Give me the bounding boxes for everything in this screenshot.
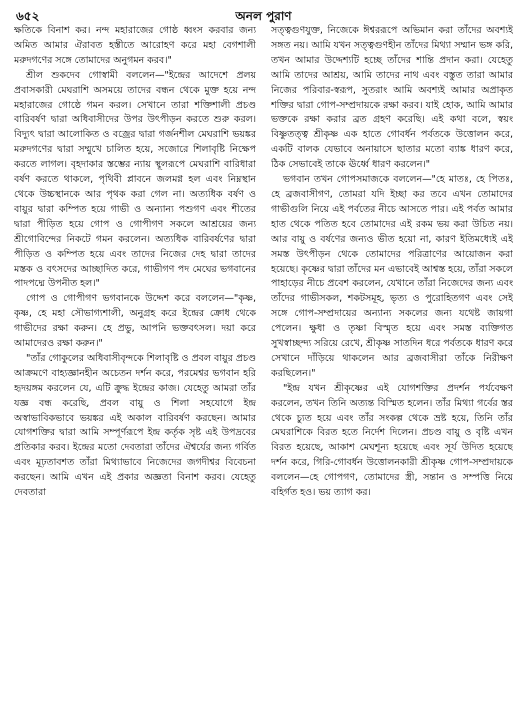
body-paragraph: ভগবান তখন গোপসমাজকে বললেন—"হে মাতঃ, হে পিতঃ, হে ব্রজবাসীগণ, তোমরা যদি ইচ্ছা কর তবে এখন তোমাদের গাভীগুলি নিয়ে এই পর্বতের নীচে আসতে পার। এই পর্বত আমার হাত থেকে পতিত হবে তোমাদের এই রকম ভয় করা উচিত নয়। আর বায়ু ও বর্ষণের জন্যও ভীত হয়ো না, কারণ ইতিমধ্যেই এই সমস্ত উৎপীড়ন থেকে তোমাদের পরিত্রাণের আয়োজন করা হয়েছে। কৃষ্ণের দ্বারা তাঁদের মন এভাবেই আশ্বস্ত হয়ে, তাঁরা সকলে পাহাড়ের নীচে প্রবেশ করলেন, যেখানে তাঁরা নিজেদের জন্য এবং তাঁদের গাভীসকল, শকটসমূহ, ভৃত্য ও পুরোহিতগণ এবং সেই সঙ্গে গোপ-সম্প্রদায়ের অন্যান্য সকলের জন্য যথেষ্ট জায়গা পেলেন। ক্ষুধা ও তৃষ্ণা বিস্মৃত হয়ে এবং সমস্ত ব্যক্তিগত সুখস্বাচ্ছন্দ্য সরিয়ে রেখে, শ্রীকৃষ্ণ সাতদিন ধরে পর্বতকে ধারণ করে সেখানে দাঁড়িয়ে থাকলেন আর ব্রজবাসীরা তাঁকে নিরীক্ষণ করছিলেন।"	[271, 174, 513, 379]
body-paragraph: "তাঁর গোকুলের অধিবাসীবৃন্দকে শিলাবৃষ্টি ও প্রবল বায়ুর প্রচণ্ড আক্রমণে বাহ্যজ্ঞানহীন অচেতন দর্শন করে, পরমেশ্বর ভগবান হরি হৃদয়ঙ্গম করলেন যে, এটি ক্রুদ্ধ ইন্দ্রের কাজ। যেহেতু আমরা তাঁর যজ্ঞ বন্ধ করেছি, প্রবল বায়ু ও শিলা সহযোগে ইন্দ্র অস্বাভাবিকভাবে ভয়ঙ্কর এই অকাল বারিবর্ষণ করছেন। আমার যোগশক্তির দ্বারা আমি সম্পূর্ণরূপে ইন্দ্র কর্তৃক সৃষ্ট এই উপদ্রবের প্রতিকার করব। ইন্দ্রের মতো দেবতারা তাঁদের ঐশ্বর্যের জন্য গর্বিত এবং মূঢ়তাবশত তাঁরা মিথ্যাভাবে নিজেদের জগদীশ্বর বিবেচনা করছেন। আমি এখন এই প্রকার অজ্ঞতা বিনাশ করব। যেহেতু দেবতারা	[14, 352, 256, 499]
body-paragraph: গোপ ও গোপীগণ ভগবানকে উদ্দেশ করে বললেন—"কৃষ্ণ, কৃষ্ণ, হে মহা সৌভাগ্যশালী, অনুগ্রহ করে ইন্দ্রের ক্রোধ থেকে গাভীদের রক্ষা করুন। হে প্রভু, আপনি ভক্তবৎসল। দয়া করে আমাদেরও রক্ষা করুন।"	[14, 293, 256, 350]
running-title: অনল পুরাণ	[235, 9, 292, 23]
text-columns	[14, 24, 513, 695]
left-column	[14, 24, 256, 695]
body-paragraph: সত্ত্বগুণযুক্ত, নিজেকে ঈশ্বররূপে অভিমান করা তাঁদের অবশ্যই সঙ্গত নয়। আমি যখন সত্ত্বগুণহীন তাঁদের মিথ্যা সম্মান ভঙ্গ করি, তখন আমার উদ্দেশ্যটি হচ্ছে তাঁদের শান্তি প্রদান করা। যেহেতু আমি তাদের আশ্রয়, আমি তাদের নাথ এবং বস্তুত তারা আমার নিজের পরিবার-স্বরূপ, সুতরাং আমি অবশ্যই আমার অপ্রাকৃত শক্তির দ্বারা গোপ-সম্প্রদায়কে রক্ষা করব। যাই হোক, আমি আমার ভক্তকে রক্ষা করার ব্রত গ্রহণ করেছি। এই কথা বলে, স্বয়ং বিষ্ণুতত্ত্ব শ্রীকৃষ্ণ এক হাতে গোবর্ধন পর্বতকে উত্তোলন করে, একটি বালক যেভাবে অনায়াসে ছাতার মতো ব্যাঙ্ক ধারণ করে, ঠিক সেভাবেই তাকে ঊর্ধ্বে ধারণ করলেন।"	[271, 25, 513, 171]
body-paragraph: শ্রীল শুকদেব গোস্বামী বললেন—"ইন্দ্রের আদেশে প্রলয় প্রবাসকারী মেঘরাশি অসময়ে তাদের বন্ধন থেকে মুক্ত হয়ে নন্দ মহারাজের গোষ্ঠে গমন করল। সেখানে তারা শক্তিশালী প্রচণ্ড বারিবর্ষণ দ্বারা অধিবাসীদের উপর উৎপীড়ন করতে শুরু করল। বিদ্যুৎ দ্বারা আলোকিত ও বজ্রের দ্বারা গর্জনশীল মেঘরাশি ভয়ঙ্কর মরুদগণের দ্বারা সম্মুখে চালিত হয়ে, সজোরে শিলাবৃষ্টি নিক্ষেপ করতে লাগল। বৃহদাকার স্তম্ভের ন্যায় স্থূলরূপে মেঘরাশি বারিধারা বর্ষণ করতে থাকলে, পৃথিবী প্লাবনে জলমগ্ন হল এবং নিম্নস্থান থেকে উচ্চস্থানকে আর পৃথক করা গেল না। অত্যধিক বর্ষণ ও বায়ুর দ্বারা কম্পিত হয়ে গাভী ও অন্যান্য পশুগণ এবং শীতের দ্বারা পীড়িত হয়ে গোপ ও গোপীগণ সকলে আশ্রয়ের জন্য শ্রীগোবিন্দের নিকটে গমন করলেন। অত্যধিক বারিবর্ষণের দ্বারা পীড়িত ও কম্পিত হয়ে এবং তাদের নিজের দেহ দ্বারা তাদের মস্তক ও বৎসদের আচ্ছাদিত করে, গাভীগণ পদ মেঘের ভগবানের পাদপদ্মে উপনীত হল।"	[14, 69, 256, 290]
body-paragraph: "ইন্দ্র যখন শ্রীকৃষ্ণের এই যোগশক্তির প্রদর্শন পর্যবেক্ষণ করলেন, তখন তিনি অত্যন্ত বিস্মিত হলেন। তাঁর মিথ্যা গর্বের স্তর থেকে চ্যুত হয়ে এবং তাঁর সংকল্প থেকে ভ্রষ্ট হয়ে, তিনি তাঁর মেঘরাশিকে বিরত হতে নির্দেশ দিলেন। প্রচণ্ড বায়ু ও বৃষ্টি এখন বিরত হয়েছে, আকাশ মেঘশূন্য হয়েছে এবং সূর্য উদিত হয়েছে দর্শন করে, গিরি-গোবর্ধন উত্তোলনকারী শ্রীকৃষ্ণ গোপ-সম্প্রদায়কে বললেন—হে গোপগণ, তোমাদের স্ত্রী, সন্তান ও সম্পত্তি নিয়ে বহির্গত হও। ভয় ত্যাগ কর।	[271, 382, 513, 499]
page-number: ৬৫২	[16, 9, 40, 23]
body-paragraph: ক্ষতিকে বিনাশ কর। নন্দ মহারাজের গোষ্ঠ ধ্বংস করবার জন্য অমিত আমার ঐরাবত হস্তীতে আরোহণ করে মহা বেগশালী মরুদগণের সঙ্গে তোমাদের অনুগমন করব।"	[14, 25, 256, 66]
column-gutter	[263, 24, 264, 695]
right-column	[271, 24, 513, 695]
